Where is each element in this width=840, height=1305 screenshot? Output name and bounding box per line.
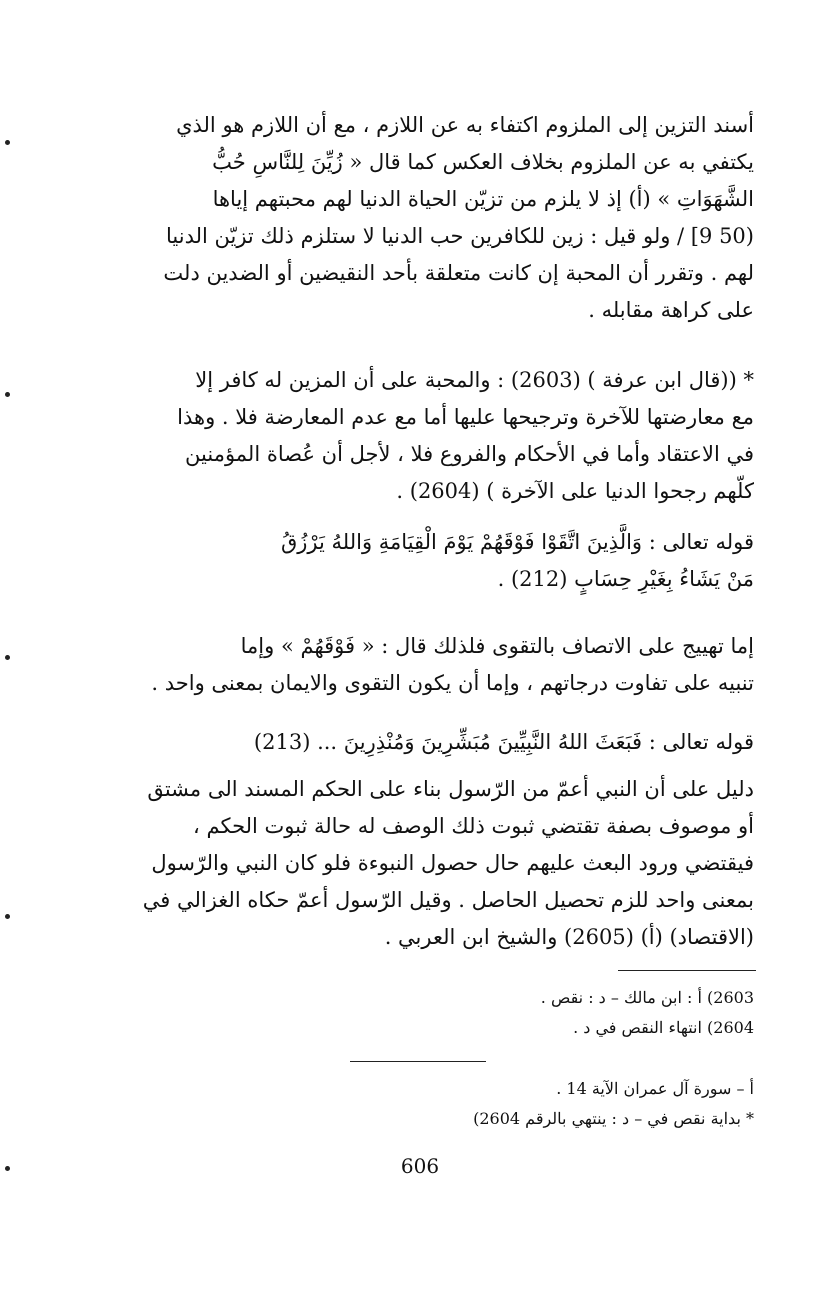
text-line: كلّهم رجحوا الدنيا على الآخرة ) (2604) .: [396, 479, 754, 503]
footnote-note: * بداية نقص في – د : ينتهي بالرقم 2604): [473, 1109, 754, 1128]
scan-speck: [5, 655, 10, 660]
scan-speck: [5, 140, 10, 145]
text-line: قوله تعالى : فَبَعَثَ اللهُ النَّبِيِّينَ مُبَشِّرِينَ وَمُنْذِرِينَ ... (213): [253, 730, 754, 754]
footnote-note: أ – سورة آل عمران الآية 14 .: [556, 1079, 754, 1098]
page-number: 606: [400, 1154, 440, 1178]
text-line: بمعنى واحد للزم تحصيل الحاصل . وقيل الرّسول أعمّ حكاه الغزالي في: [142, 888, 754, 912]
text-line: يكتفي به عن الملزوم بخلاف العكس كما قال « زُيِّنَ لِلنَّاسِ حُبُّ: [212, 150, 754, 174]
text-line: قوله تعالى : وَالَّذِينَ اتَّقَوْا فَوْقَهُمْ يَوْمَ الْقِيَامَةِ وَاللهُ يَرْزُقُ: [280, 530, 754, 554]
text-line: (الاقتصاد) (أ) (2605) والشيخ ابن العربي .: [384, 925, 754, 949]
text-line: في الاعتقاد وأما في الأحكام والفروع فلا ، لأجل أن عُصاة المؤمنين: [185, 442, 754, 466]
text-line: تنبيه على تفاوت درجاتهم ، وإما أن يكون التقوى والايمان بمعنى واحد .: [151, 671, 754, 695]
paragraph-5: [86, 724, 754, 761]
text-line: مَنْ يَشَاءُ بِغَيْرِ حِسَابٍ (212) .: [497, 567, 754, 591]
footnote-variant: 2603) أ : ابن مالك – د : نقص .: [540, 988, 754, 1007]
footnote-variant: 2604) انتهاء النقص في د .: [573, 1018, 754, 1037]
text-line: إما تهييج على الاتصاف بالتقوى فلذلك قال : « فَوْقَهُمْ » وإما: [240, 634, 754, 658]
text-line: مع معارضتها للآخرة وترجيحها عليها أما مع عدم المعارضة فلا . وهذا: [177, 405, 754, 429]
text-line: أسند التزين إلى الملزوم اكتفاء به عن اللازم ، مع أن اللازم هو الذي: [176, 113, 754, 137]
paragraph-1: [86, 107, 754, 329]
scan-speck: [5, 392, 10, 397]
paragraph-4: [86, 628, 754, 702]
paragraph-2: [86, 362, 754, 510]
scan-speck: [5, 914, 10, 919]
footnote-separator: [350, 1061, 486, 1062]
text-line: على كراهة مقابله .: [588, 298, 754, 322]
text-line: فيقتضي ورود البعث عليهم حال حصول النبوءة فلو كان النبي والرّسول: [151, 851, 754, 875]
text-line: دليل على أن النبي أعمّ من الرّسول بناء على الحكم المسند الى مشتق: [147, 777, 754, 801]
text-line: (50 9] / ولو قيل : زين للكافرين حب الدنيا لا ستلزم ذلك تزيّن الدنيا: [166, 224, 754, 248]
text-line: * ((قال ابن عرفة ) (2603) : والمحبة على أن المزين له كافر إلا: [195, 368, 754, 392]
scan-speck: [5, 1166, 10, 1171]
text-line: لهم . وتقرر أن المحبة إن كانت متعلقة بأحد النقيضين أو الضدين دلت: [163, 261, 754, 285]
footnote-separator: [618, 970, 756, 971]
text-line: أو موصوف بصفة تقتضي ثبوت ذلك الوصف له حالة ثبوت الحكم ،: [193, 814, 754, 838]
paragraph-6: [86, 771, 754, 956]
paragraph-3: [86, 524, 754, 598]
text-line: الشَّهَوَاتِ » (أ) إذ لا يلزم من تزيّن الحياة الدنيا لهم محبتهم إياها: [212, 187, 754, 211]
